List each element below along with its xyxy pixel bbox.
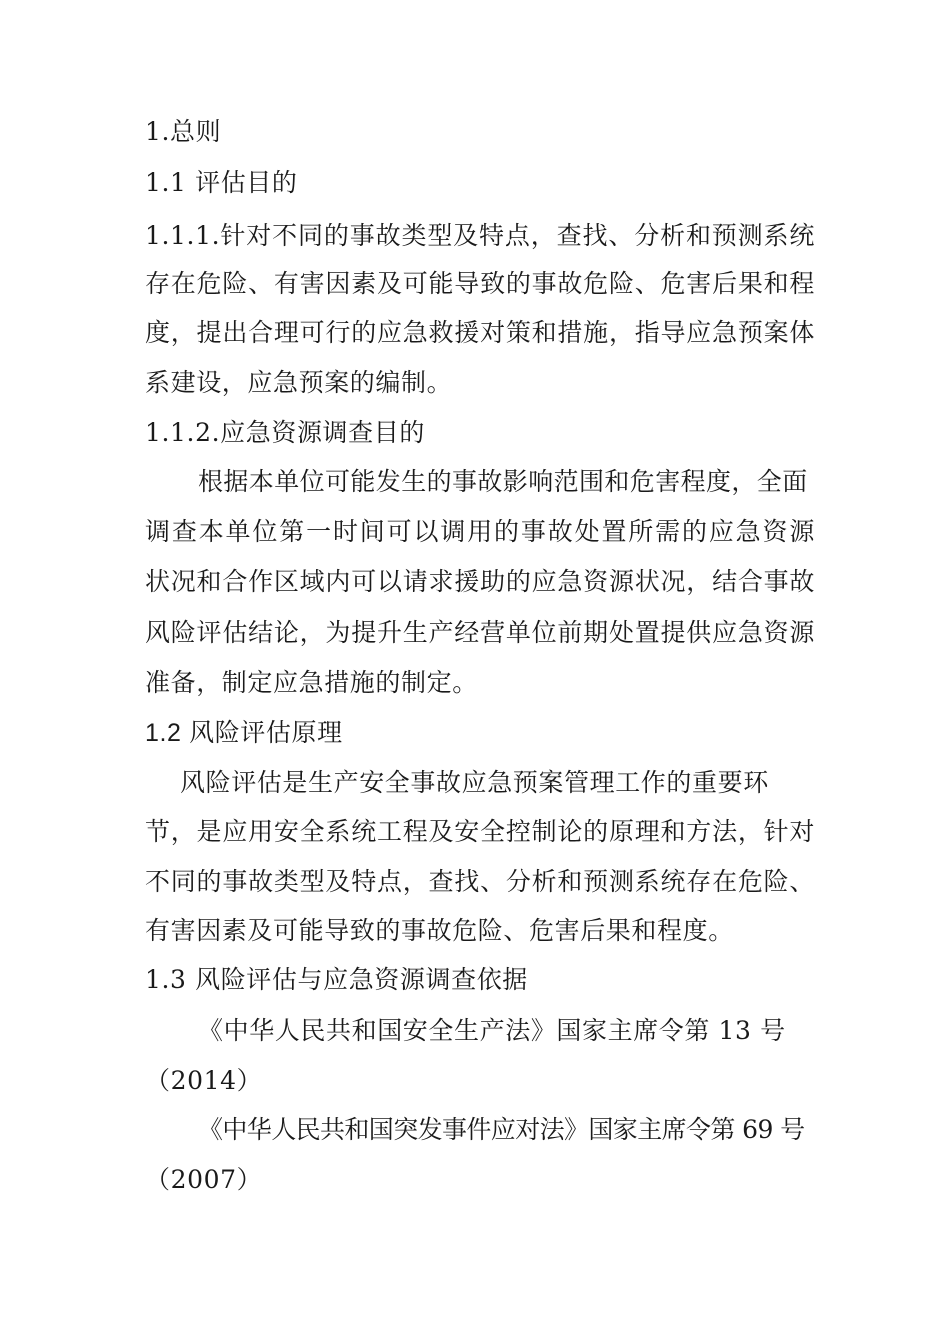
paragraph-line: 风险评估结论，为提升生产经营单位前期处置提供应急资源 (145, 618, 815, 647)
basis-item-line2: （2007） (145, 1165, 263, 1194)
paragraph-line: 度，提出合理可行的应急救援对策和措施，指导应急预案体 (145, 318, 815, 347)
heading-1-1: 1.1 评估目的 (145, 168, 298, 197)
basis-item-line2: （2014） (145, 1066, 263, 1095)
paragraph-line: 根据本单位可能发生的事故影响范围和危害程度，全面 (198, 467, 808, 496)
heading-1-2: 1.2 风险评估原理 (145, 719, 343, 747)
heading-1-1-2: 1.1.2.应急资源调查目的 (145, 418, 425, 447)
paragraph-line: 调查本单位第一时间可以调用的事故处置所需的应急资源 (145, 517, 815, 546)
heading-1: 1.总则 (145, 117, 222, 146)
paragraph-line: 系建设，应急预案的编制。 (145, 368, 453, 397)
paragraph-line: 存在危险、有害因素及可能导致的事故危险、危害后果和程 (145, 269, 815, 298)
paragraph-line: 风险评估是生产安全事故应急预案管理工作的重要环 (180, 768, 769, 797)
paragraph-line: 节，是应用安全系统工程及安全控制论的原理和方法，针对 (145, 817, 815, 846)
paragraph-line: 有害因素及可能导致的事故危险、危害后果和程度。 (145, 916, 734, 945)
paragraph-line: 准备，制定应急措施的制定。 (145, 668, 478, 697)
paragraph-line: 状况和合作区域内可以请求援助的应急资源状况，结合事故 (145, 567, 815, 596)
basis-item-line1: 《中华人民共和国安全生产法》国家主席令第 13 号 (198, 1016, 786, 1045)
basis-item-line1: 《中华人民共和国突发事件应对法》国家主席令第 69 号 (198, 1115, 805, 1144)
paragraph-line: 1.1.1.针对不同的事故类型及特点，查找、分析和预测系统 (145, 221, 815, 250)
paragraph-line: 不同的事故类型及特点，查找、分析和预测系统存在危险、 (145, 867, 815, 896)
heading-1-3: 1.3 风险评估与应急资源调查依据 (145, 965, 528, 994)
